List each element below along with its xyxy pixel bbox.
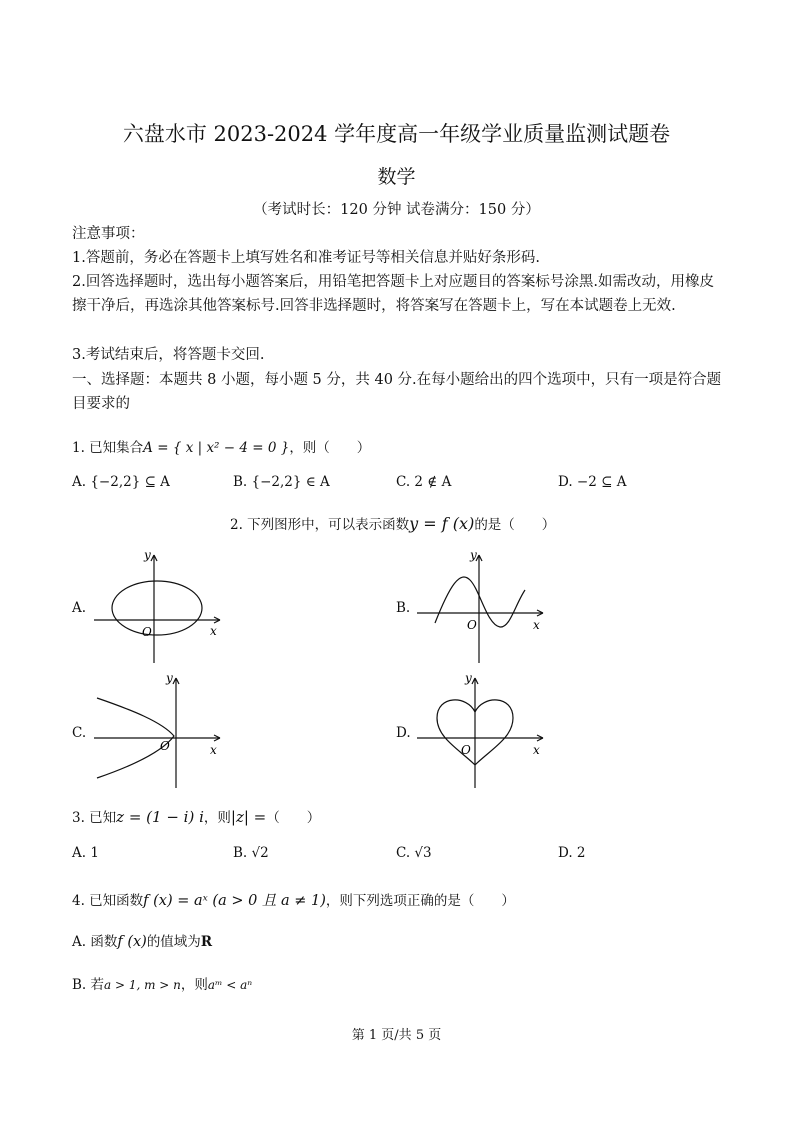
graph-a-x-label: x (210, 624, 217, 638)
q4-suffix: ，则下列选项正确的是（ ） (325, 893, 515, 909)
q2-label-c: C. (72, 725, 87, 741)
graph-b-wave (415, 545, 550, 667)
section-1-intro: 一、选择题：本题共 8 小题，每小题 5 分，共 40 分.在每小题给出的四个选项中，只有一项是符合题目要求的 (72, 372, 722, 412)
question-2 (230, 513, 555, 533)
page-number: 第 1 页/共 5 页 (351, 1028, 442, 1043)
q4-option-a-prefix: A. 函数 (72, 934, 118, 950)
graph-d-origin: O (461, 743, 471, 757)
q4-option-a-math: f (x) (117, 934, 147, 950)
graph-c-y-label: y (166, 671, 173, 685)
q2-math: y = f (x) (409, 514, 475, 533)
q3-option-c: C. √3 (396, 845, 432, 861)
graph-a-y-label: y (144, 548, 151, 562)
q3-math-2: |z| = (230, 808, 267, 826)
subject-title: 数学 (377, 166, 416, 188)
q3-suffix: （ ） (266, 810, 321, 826)
q1-suffix: ，则（ ） (289, 440, 371, 456)
q4-option-b-math-2: aᵐ < aⁿ (207, 978, 253, 992)
notes-item-3: 3.考试结束后，将答题卡交回. (72, 347, 265, 363)
q2-label-a: A. (72, 600, 87, 616)
q1-option-b: B. {−2,2} ∈ A (233, 474, 330, 490)
q4-option-a-set: R (200, 934, 213, 950)
q3-math-1: z = (1 − i) i (116, 808, 204, 826)
q2-label-b: B. (396, 600, 411, 616)
notes-item-2: 2.回答选择题时，选出每小题答案后，用铅笔把答题卡上对应题目的答案标号涂黑.如需改动，用橡皮擦干净后，再选涂其他答案标号.回答非选择题时，将答案写在答题卡上，写在本试题卷上无效. (72, 274, 714, 314)
q2-suffix: 的是（ ） (474, 517, 556, 533)
graph-a-curve (112, 581, 202, 635)
graph-c-origin: O (160, 739, 170, 753)
question-4 (72, 889, 515, 910)
question-1 (72, 436, 370, 456)
graph-c-x-label: x (210, 743, 217, 757)
exam-info: （考试时长：120 分钟 试卷满分：150 分） (253, 202, 540, 218)
q3-mid: ，则 (203, 810, 231, 826)
q1-option-c: C. 2 ∉ A (396, 474, 452, 490)
q3-option-b: B. √2 (233, 845, 269, 861)
q3-option-d: D. 2 (558, 845, 586, 861)
q3-prefix: 3. 已知 (72, 810, 117, 826)
q4-option-b-prefix: B. 若 (72, 977, 105, 993)
graph-d-heart (415, 670, 550, 792)
graph-d-y-label: y (465, 671, 472, 685)
q4-option-a-suffix: 的值域为 (146, 934, 201, 950)
graph-b-origin: O (467, 618, 477, 632)
q4-option-a (72, 930, 212, 950)
q1-math: A = { x | x² − 4 = 0 } (143, 440, 290, 456)
q1-option-a: A. {−2,2} ⊆ A (72, 474, 170, 490)
graph-b-y-label: y (470, 548, 477, 562)
q4-prefix: 4. 已知函数 (72, 893, 144, 909)
q4-option-b (72, 973, 252, 993)
document-title: 六盘水市 2023-2024 学年度高一年级学业质量监测试题卷 (122, 122, 671, 146)
q4-math: f (x) = aˣ (a > 0 且 a ≠ 1) (143, 893, 326, 909)
question-3 (72, 806, 320, 826)
graph-c-parabola (92, 670, 227, 792)
notes-item-1: 1.答题前，务必在答题卡上填写姓名和准考证号等相关信息并贴好条形码. (72, 250, 540, 266)
q4-option-b-mid: ，则 (180, 977, 208, 993)
q1-prefix: 1. 已知集合 (72, 440, 144, 456)
notes-heading: 注意事项： (72, 226, 145, 242)
graph-a-ellipse (92, 545, 227, 667)
graph-d-x-label: x (533, 743, 540, 757)
graph-b-x-label: x (533, 618, 540, 632)
graph-a-origin: O (142, 625, 152, 639)
q2-label-d: D. (396, 725, 411, 741)
q2-prefix: 2. 下列图形中，可以表示函数 (230, 517, 410, 533)
graph-b-curve (435, 577, 525, 627)
q3-option-a: A. 1 (72, 845, 99, 861)
q1-option-d: D. −2 ⊆ A (558, 474, 627, 490)
q4-option-b-math: a > 1, m > n (104, 978, 181, 992)
